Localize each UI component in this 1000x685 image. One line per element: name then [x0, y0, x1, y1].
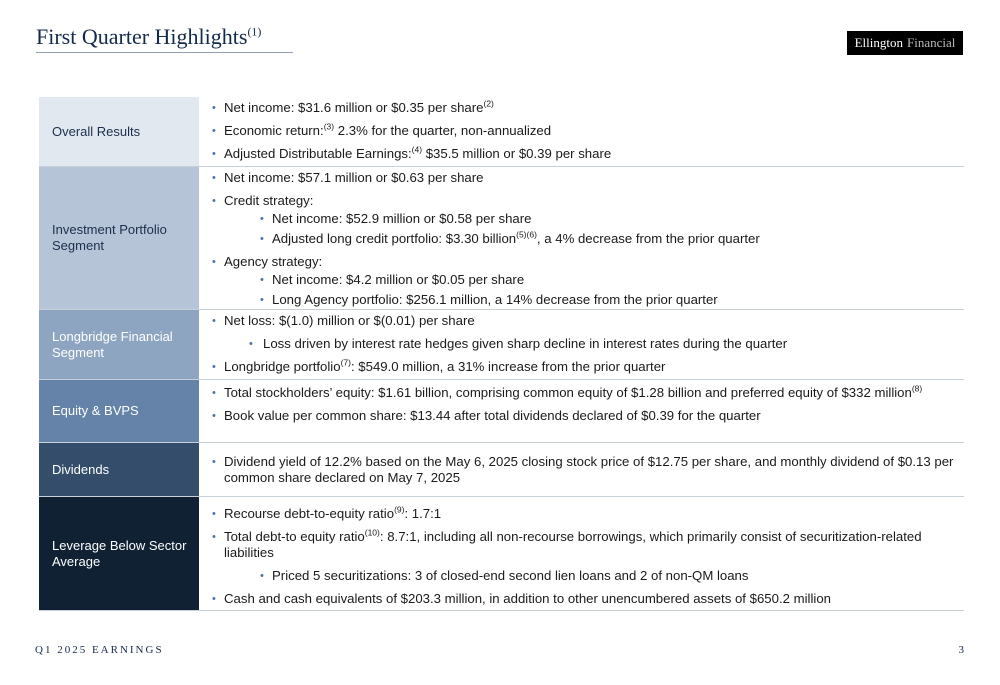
list-item — [212, 385, 956, 401]
bullet-icon: • — [249, 338, 253, 350]
footnote-ref: (9) — [394, 504, 405, 515]
row-investment-portfolio — [39, 167, 964, 310]
item-text: Priced 5 securitizations: 3 of closed-end second lien loans and 2 of non-QM loans — [272, 568, 749, 583]
list-item — [212, 313, 956, 329]
bullet-icon: • — [212, 172, 216, 184]
row-content-overall-results — [199, 97, 964, 166]
item-text: Total stockholders’ equity: $1.61 billion, comprising common equity of $1.28 billion and preferred equity of $332 million — [224, 385, 912, 400]
item-text: 2.3% for the quarter, non-annualized — [334, 123, 552, 138]
bullet-icon: • — [212, 102, 216, 114]
item-text: Loss driven by interest rate hedges given sharp decline in interest rates during the quarter — [263, 336, 788, 351]
row-label-equity-bvps: Equity & BVPS — [39, 380, 199, 442]
item-text: Total debt-to equity ratio — [224, 529, 365, 544]
bullet-icon: • — [212, 531, 216, 543]
bullet-icon: • — [212, 361, 216, 373]
bullet-icon: • — [260, 233, 264, 245]
ellington-logo — [847, 31, 963, 55]
list-item — [212, 506, 956, 522]
item-text: Dividend yield of 12.2% based on the May 6, 2025 closing stock price of $12.75 per share, and monthly dividend of $0.13 per common share declared on May 7, 2025 — [224, 454, 954, 485]
item-text: Credit strategy: — [224, 193, 314, 208]
sub-list-item — [260, 231, 956, 247]
item-text: Net income: $4.2 million or $0.05 per share — [272, 272, 525, 287]
row-content-investment-portfolio — [199, 167, 964, 309]
item-text: Book value per common share: $13.44 after total dividends declared of $0.39 for the quarter — [224, 408, 761, 423]
page-title-text: First Quarter Highlights — [36, 24, 248, 49]
bullet-icon: • — [260, 213, 264, 225]
bullet-icon: • — [260, 274, 264, 286]
item-text: Economic return: — [224, 123, 324, 138]
list-item — [212, 408, 956, 424]
footnote-ref: (5)(6) — [516, 229, 537, 240]
item-text: Net loss: $(1.0) million or $(0.01) per share — [224, 313, 475, 328]
row-label-investment-portfolio: Investment Portfolio Segment — [39, 167, 199, 309]
list-item — [212, 359, 956, 375]
bullet-icon: • — [212, 508, 216, 520]
list-item — [212, 336, 956, 352]
item-text: Net income: $31.6 million or $0.35 per share — [224, 100, 484, 115]
item-text: Adjusted Distributable Earnings: — [224, 146, 412, 161]
list-item — [212, 100, 956, 116]
row-longbridge — [39, 310, 964, 380]
sub-list-item — [260, 292, 956, 308]
list-item — [212, 529, 956, 561]
item-text: Long Agency portfolio: $256.1 million, a 14% decrease from the prior quarter — [272, 292, 718, 307]
item-text: , a 4% decrease from the prior quarter — [536, 231, 760, 246]
bullet-icon: • — [212, 315, 216, 327]
list-item — [212, 254, 956, 270]
row-content-equity-bvps — [199, 380, 964, 442]
sub-list-item — [260, 211, 956, 227]
bullet-icon: • — [212, 125, 216, 137]
bullet-icon: • — [260, 294, 264, 306]
item-text: Agency strategy: — [224, 254, 323, 269]
bullet-icon: • — [212, 195, 216, 207]
list-item — [212, 454, 956, 486]
page-number: 3 — [958, 644, 964, 656]
item-text: Recourse debt-to-equity ratio — [224, 506, 395, 521]
bullet-icon: • — [212, 593, 216, 605]
list-item — [212, 193, 956, 209]
item-text: $35.5 million or $0.39 per share — [422, 146, 612, 161]
footnote-ref: (10) — [364, 527, 380, 538]
logo-bold-text: Ellington — [854, 35, 903, 50]
list-item — [212, 591, 956, 607]
bullet-icon: • — [212, 410, 216, 422]
bullet-icon: • — [212, 456, 216, 468]
row-label-leverage: Leverage Below Sector Average — [39, 497, 199, 610]
row-label-longbridge: Longbridge Financial Segment — [39, 310, 199, 379]
row-label-dividends: Dividends — [39, 443, 199, 496]
row-dividends — [39, 443, 964, 497]
footnote-ref: (2) — [483, 98, 494, 109]
row-content-dividends — [199, 443, 964, 496]
footnote-ref: (3) — [323, 121, 335, 132]
list-item — [212, 123, 956, 139]
footnote-ref: (8) — [911, 383, 923, 394]
item-text: Adjusted long credit portfolio: $3.30 billion — [272, 231, 517, 246]
bullet-icon: • — [260, 570, 264, 582]
item-text: : 1.7:1 — [404, 506, 442, 521]
bullet-icon: • — [212, 148, 216, 160]
list-item — [212, 146, 956, 162]
row-content-longbridge — [199, 310, 964, 379]
sub-list-item — [260, 568, 956, 584]
row-content-leverage — [199, 497, 964, 610]
list-item — [212, 170, 956, 186]
title-footnote-ref: (1) — [247, 24, 262, 39]
page-title — [36, 24, 261, 50]
item-text: : $549.0 million, a 31% increase from the prior quarter — [350, 359, 666, 374]
bullet-icon: • — [212, 387, 216, 399]
row-label-overall-results: Overall Results — [39, 97, 199, 166]
item-text: Net income: $52.9 million or $0.58 per share — [272, 211, 532, 226]
bullet-icon: • — [212, 256, 216, 268]
item-text: Net income: $57.1 million or $0.63 per share — [224, 170, 484, 185]
highlights-table — [39, 97, 964, 611]
row-overall-results — [39, 97, 964, 167]
sub-list-item — [260, 272, 956, 288]
item-text: Cash and cash equivalents of $203.3 million, in addition to other unencumbered assets of $650.2 million — [224, 591, 832, 606]
row-equity-bvps — [39, 380, 964, 443]
item-text: : 8.7:1, including all non-recourse borrowings, which primarily consist of securitization-related liabilities — [224, 529, 922, 560]
row-leverage — [39, 497, 964, 611]
logo-light-text: Financial — [907, 35, 956, 50]
item-text: Longbridge portfolio — [224, 359, 341, 374]
title-underline — [36, 52, 293, 53]
footnote-ref: (7) — [340, 357, 351, 368]
footnote-ref: (4) — [411, 144, 423, 155]
footer-label: Q1 2025 EARNINGS — [35, 644, 164, 656]
